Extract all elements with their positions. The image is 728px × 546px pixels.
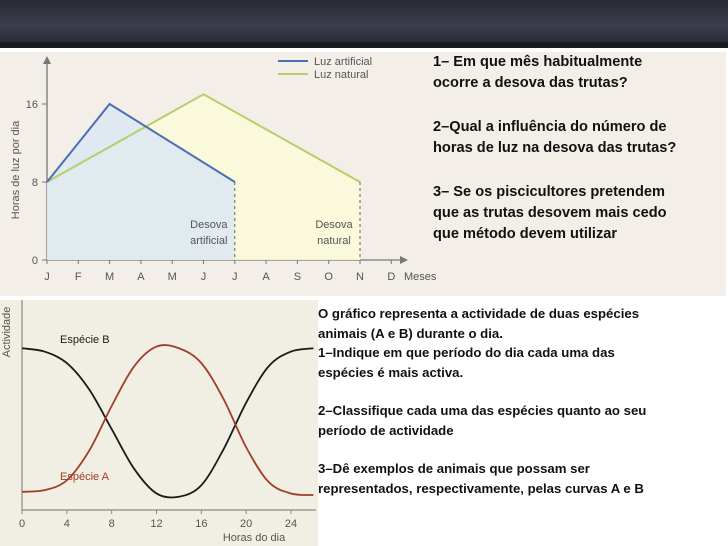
x-tick-label: M [105, 271, 115, 283]
x-axis-label: Horas do dia [222, 532, 286, 544]
question-method: 3– Se os piscicultores pretendem que as trutas desovem mais cedo que método devem utilizar [433, 184, 667, 242]
x-tick-label: M [167, 271, 177, 283]
x-tick-label: J [44, 271, 50, 283]
y-axis-label: Actividade [1, 306, 13, 358]
x-tick-label: A [262, 271, 270, 283]
question-classify: 2–Classifique cada uma das espécies quanto ao seu período de actividade [318, 403, 647, 438]
marker-label: Desova [315, 219, 353, 231]
questions-panel-1 [433, 52, 725, 268]
x-tick-label: A [137, 271, 145, 283]
x-tick-label: D [387, 271, 396, 283]
marker-label: Desova [190, 219, 228, 231]
question-examples: 3–Dê exemplos de animais que possam ser representados, respectivamente, pelas curvas A e B [318, 461, 644, 496]
x-tick-label: 16 [195, 518, 208, 530]
x-tick-label: S [293, 271, 302, 283]
x-tick-label: 12 [150, 518, 163, 530]
legend-label: Luz natural [314, 69, 369, 81]
chart-species-activity [0, 0, 318, 546]
y-axis-label: Horas de luz por dia [10, 120, 22, 220]
marker-label: artificial [190, 235, 228, 247]
x-tick-label: F [74, 271, 82, 283]
series-label-b: Espécie B [60, 334, 110, 346]
x-tick-label: 8 [108, 518, 115, 530]
x-tick-label: 20 [240, 518, 253, 530]
x-tick-label: 0 [18, 518, 26, 530]
x-tick-label: N [356, 271, 364, 283]
series-label-a: Espécie A [60, 471, 109, 483]
x-axis-label: Meses [404, 271, 437, 283]
x-tick-label: O [324, 271, 333, 283]
questions-panel-2 [318, 304, 726, 517]
x-tick-label: J [200, 271, 207, 283]
marker-label: natural [317, 235, 351, 247]
y-tick-label: 8 [31, 177, 38, 189]
question-light-influence: 2–Qual a influência do número de horas de luz na desova das trutas? [433, 119, 677, 156]
x-tick-label: J [232, 271, 238, 283]
y-tick-label: 0 [31, 255, 38, 267]
question-activity-period: O gráfico representa a actividade de duas espécies animais (A e B) durante o dia. 1–Indique em que período do dia cada uma das espécies é mais activa. [318, 306, 640, 380]
legend-label: Luz artificial [314, 56, 373, 68]
x-axis-arrow [400, 256, 408, 264]
y-tick-label: 16 [25, 99, 38, 111]
question-spawn-month: 1– Em que mês habitualmente ocorre a desova das trutas? [433, 54, 643, 91]
x-tick-label: 4 [63, 518, 70, 530]
x-tick-label: 24 [284, 518, 298, 530]
